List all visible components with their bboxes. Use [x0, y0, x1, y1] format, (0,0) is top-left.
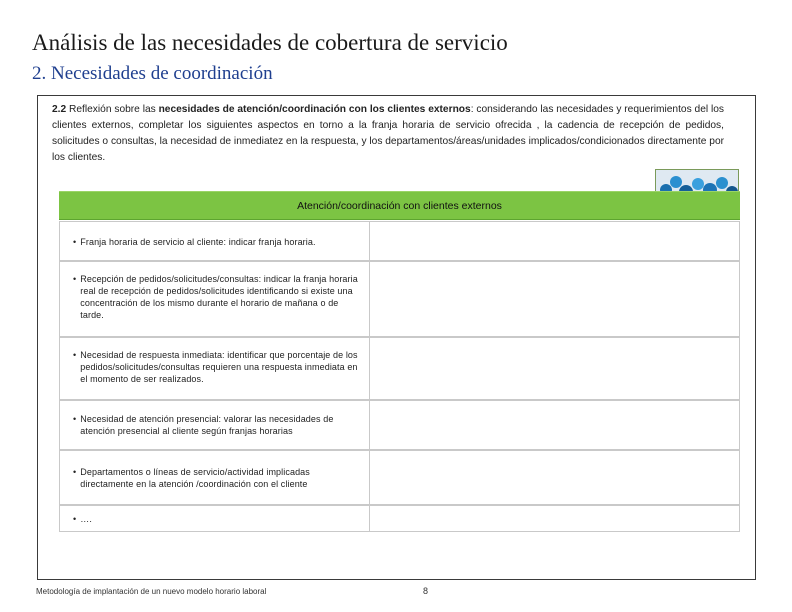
- bullet: •: [73, 237, 77, 247]
- answer-cell[interactable]: [370, 506, 739, 531]
- row-label: [60, 262, 370, 336]
- intro-rest: : considerando las necesidades y requerimientos del los clientes externos, completar los siguientes aspectos en torno a la franja horaria de servicio ofrecida , la cadencia de recepción de pedidos, solicitudes o consultas, la necesidad de inmediatez en la respuesta, y los departamentos/áreas/unidades implicados/condicionados directamente por los clientes.: [52, 104, 724, 163]
- bullet: •: [73, 350, 77, 360]
- table-row: [59, 337, 740, 400]
- bullet: •: [73, 274, 77, 284]
- answer-cell[interactable]: [370, 401, 739, 449]
- section-subtitle: 2. Necesidades de coordinación: [32, 63, 273, 84]
- intro-number: 2.2: [52, 104, 67, 115]
- table-row: [59, 400, 740, 450]
- row-label: [60, 222, 370, 260]
- intro-paragraph: [52, 102, 724, 166]
- answer-cell[interactable]: [370, 451, 739, 504]
- row-label: [60, 338, 370, 399]
- row-label: [60, 401, 370, 449]
- row-label-text: Necesidad de atención presencial: valorar las necesidades de atención presencial al cliente según franjas horarias: [80, 414, 334, 436]
- answer-cell[interactable]: [370, 262, 739, 336]
- row-label-text: Necesidad de respuesta inmediata: identificar que porcentaje de los pedidos/solicitudes/consultas requieren una respuesta inmediata en el momento de ser realizados.: [80, 350, 358, 384]
- table-header-label: Atención/coordinación con clientes externos: [297, 200, 502, 212]
- page-title: Análisis de las necesidades de cobertura de servicio: [32, 30, 508, 55]
- footer-text: Metodología de implantación de un nuevo modelo horario laboral: [36, 587, 267, 596]
- bullet: •: [73, 467, 77, 477]
- table-header: [59, 191, 740, 220]
- row-label-text: Recepción de pedidos/solicitudes/consultas: indicar la franja horaria real de recepción de pedidos/solicitudes identificando si existe una concentración de los mismo durante el horario de mañana o de tarde.: [80, 274, 358, 320]
- row-label-text: ….: [80, 514, 92, 524]
- answer-cell[interactable]: [370, 222, 739, 260]
- row-label: [60, 506, 370, 531]
- intro-bold: necesidades de atención/coordinación con los clientes externos: [158, 104, 471, 115]
- row-label-text: Departamentos o líneas de servicio/actividad implicadas directamente en la atención /coordinación con el cliente: [80, 467, 310, 489]
- row-label-text: Franja horaria de servicio al cliente: indicar franja horaria.: [80, 237, 316, 247]
- table-row: [59, 450, 740, 505]
- bullet: •: [73, 514, 77, 524]
- answer-cell[interactable]: [370, 338, 739, 399]
- row-label: [60, 451, 370, 504]
- intro-lead: Reflexión sobre las: [66, 104, 159, 115]
- page-number: 8: [423, 586, 429, 596]
- bullet: •: [73, 414, 77, 424]
- table-row: [59, 221, 740, 261]
- table-row: [59, 261, 740, 337]
- table-row: [59, 505, 740, 532]
